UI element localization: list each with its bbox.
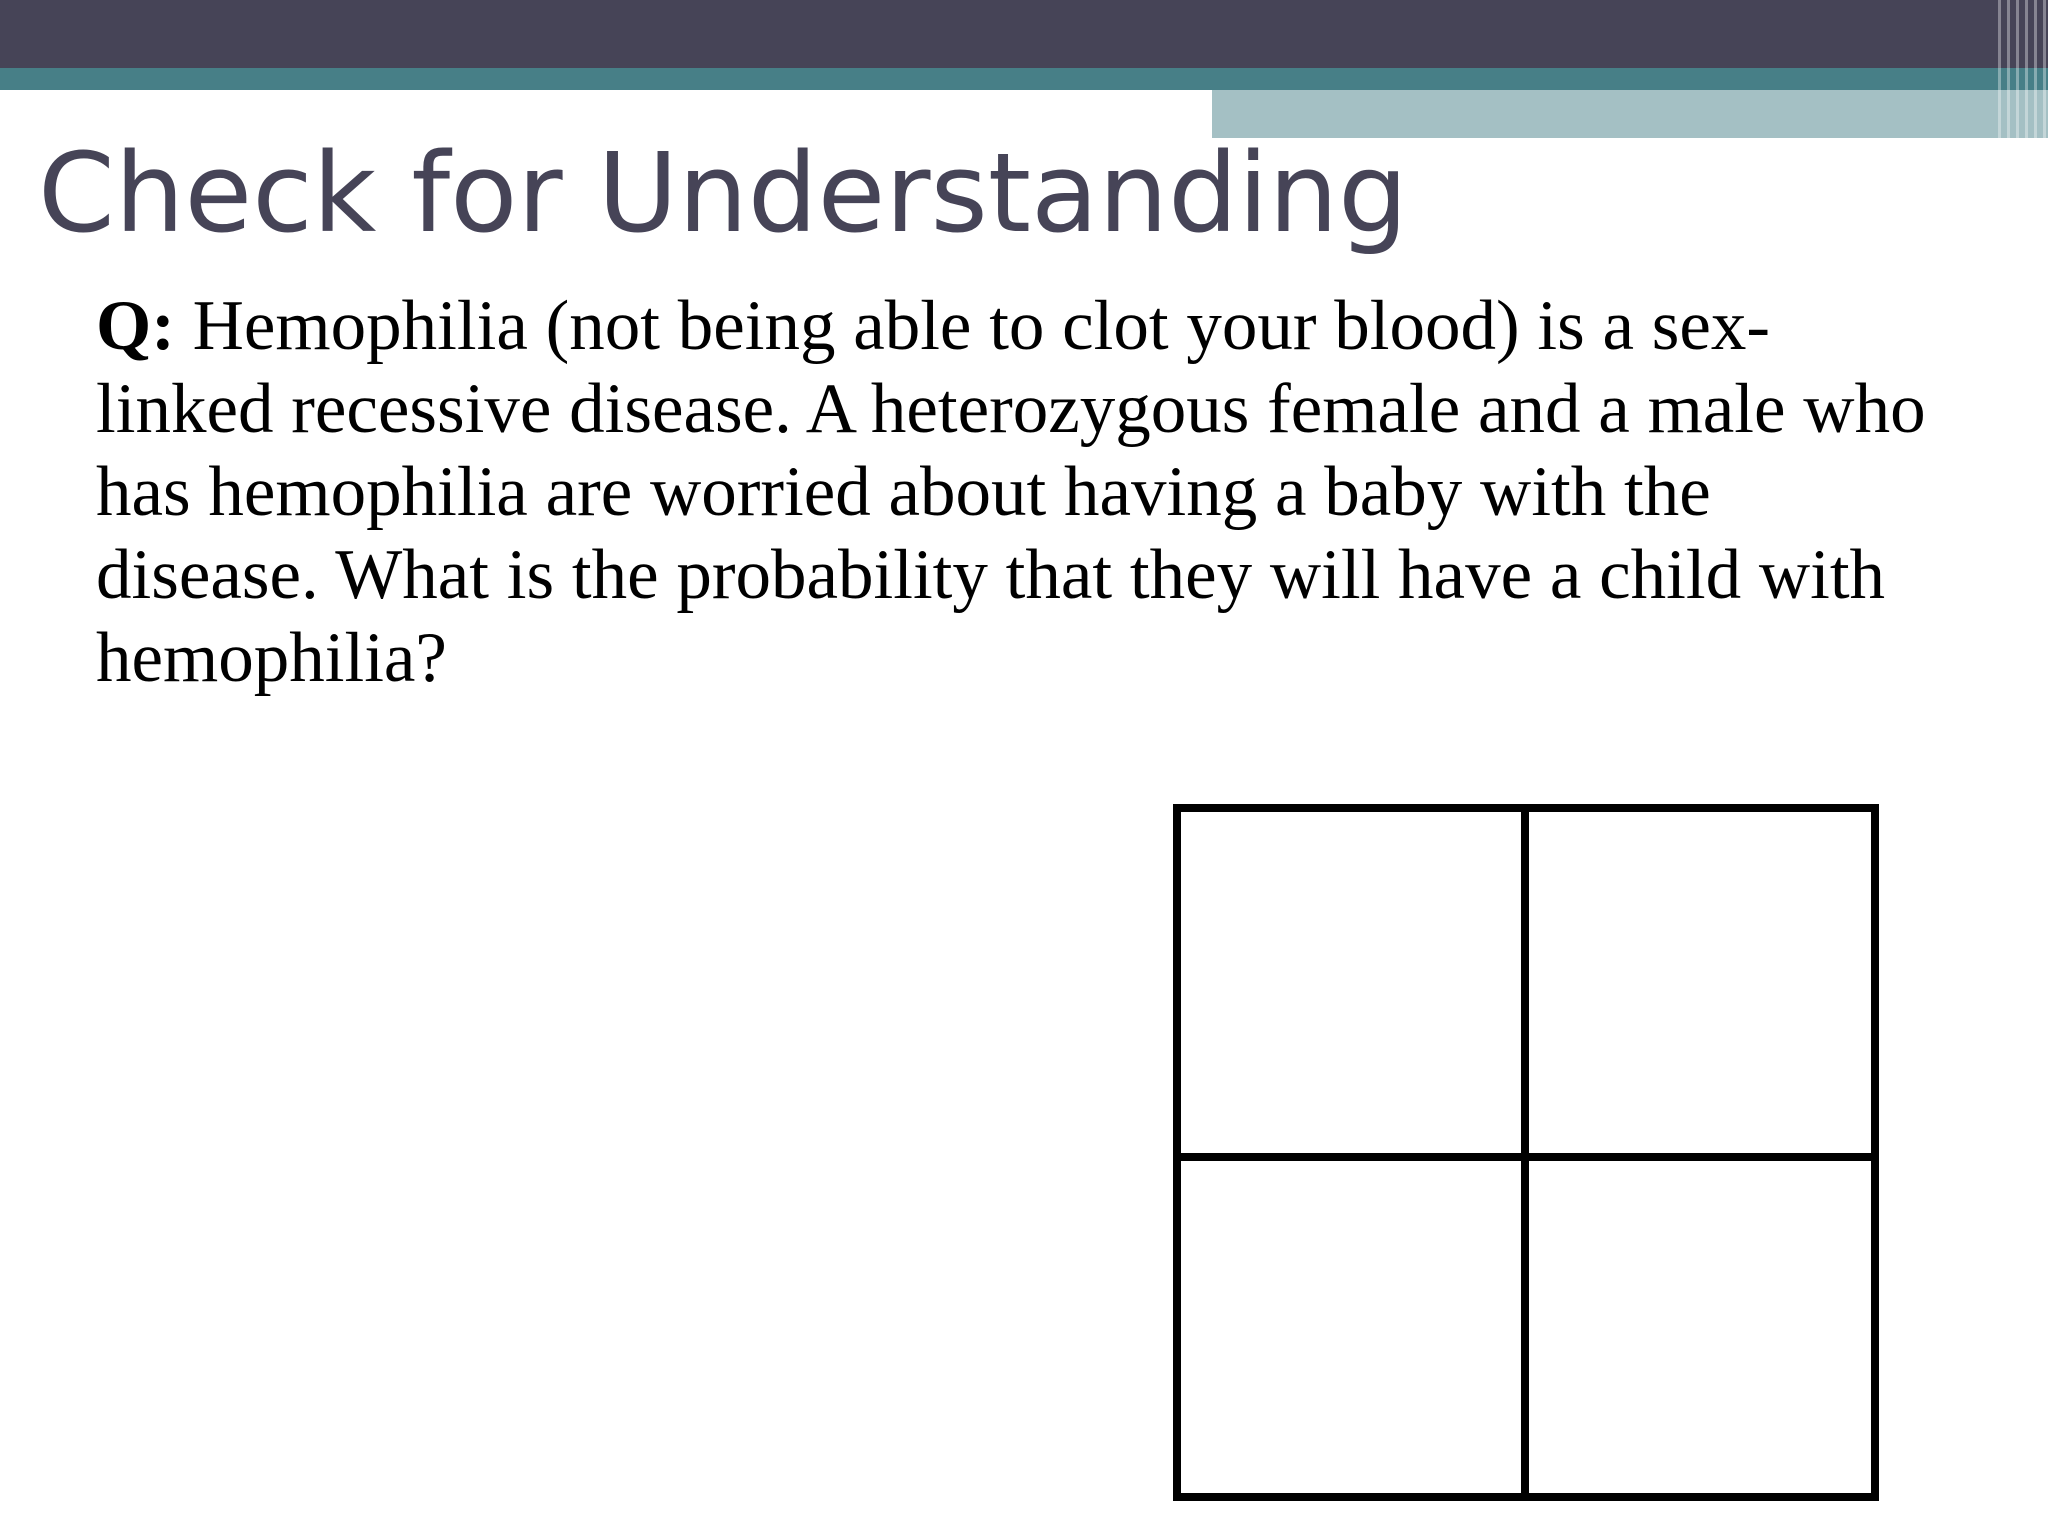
- header-dark-band: [0, 0, 2048, 68]
- header-teal-band: [0, 68, 2048, 90]
- header-edge-stripes: [1992, 0, 2048, 138]
- question-label: Q:: [96, 287, 175, 365]
- slide-title: Check for Understanding: [38, 129, 1409, 257]
- punnett-square: [1173, 804, 1879, 1501]
- question-body: Hemophilia (not being able to clot your blood) is a sex-linked recessive disease. A heterozygous female and a male who has hemophilia are worried about having a baby with the disease. What is the probability that they will have a child with hemophilia?: [96, 287, 1926, 697]
- question-text: [96, 285, 1926, 700]
